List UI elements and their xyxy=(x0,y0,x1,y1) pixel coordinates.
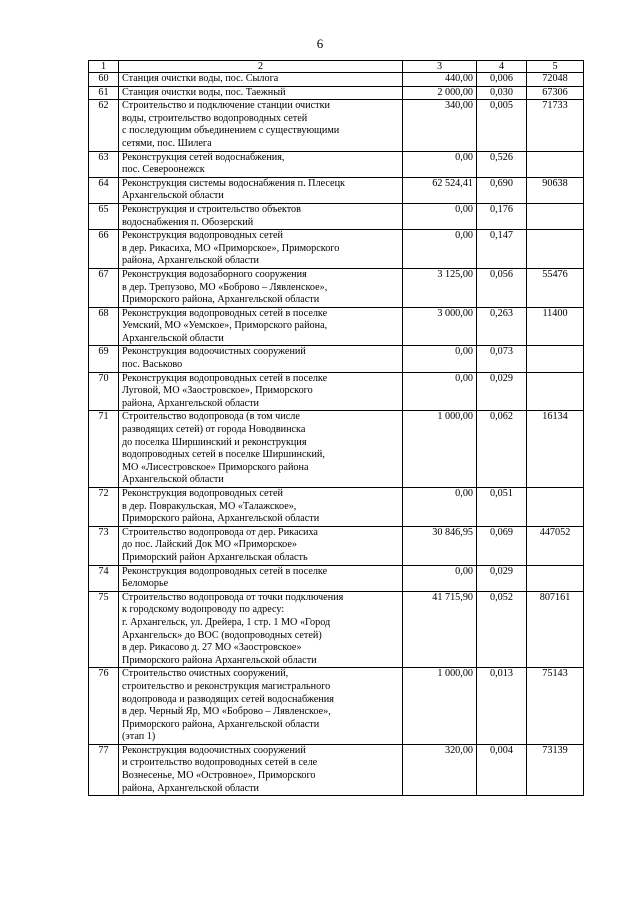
row-number: 77 xyxy=(89,744,119,795)
value-col-3: 41 715,90 xyxy=(403,591,477,668)
row-number: 62 xyxy=(89,100,119,151)
project-name xyxy=(119,668,403,745)
project-name-line: Строительство очистных сооружений, xyxy=(122,668,289,680)
value-col-4: 0,690 xyxy=(477,177,527,203)
value-col-5: 90638 xyxy=(527,177,584,203)
value-col-3: 3 000,00 xyxy=(403,307,477,346)
project-name xyxy=(119,565,403,591)
project-name-line: пос. Васьково xyxy=(122,359,183,371)
project-name-line: водоснабжения п. Обозерский xyxy=(122,216,254,228)
project-name xyxy=(119,372,403,411)
project-name-line: пос. Североонежск xyxy=(122,164,205,176)
project-name-line: разводящих сетей) от города Новодвинска xyxy=(122,424,306,436)
table-row xyxy=(89,668,584,745)
project-name-line: Реконструкция сетей водоснабжения, xyxy=(122,151,285,163)
project-name-line: в дер. Черный Яр, МО «Боброво – Лявленское», xyxy=(122,706,331,718)
project-name-line: Приморского района, Архангельской области xyxy=(122,513,320,525)
value-col-4: 0,030 xyxy=(477,86,527,100)
table-row xyxy=(89,744,584,795)
project-name-line: Станция очистки воды, пос. Сылога xyxy=(122,73,279,84)
project-name-line: в дер. Рикасово д. 27 МО «Заостровское» xyxy=(122,642,302,654)
table-header-row xyxy=(89,61,584,73)
value-col-5 xyxy=(527,488,584,527)
project-name xyxy=(119,591,403,668)
project-name-line: Реконструкция водопроводных сетей xyxy=(122,488,283,499)
project-name-line: Приморского района, Архангельской области xyxy=(122,718,320,730)
row-number: 69 xyxy=(89,346,119,372)
value-col-3: 30 846,95 xyxy=(403,526,477,565)
value-col-3: 0,00 xyxy=(403,346,477,372)
project-name-line: Луговой, МО «Заостровское», Приморского xyxy=(122,385,313,397)
table-body xyxy=(89,73,584,796)
value-col-4: 0,005 xyxy=(477,100,527,151)
project-name-line: Реконструкция водопроводных сетей в поселке xyxy=(122,372,328,384)
value-col-5: 75143 xyxy=(527,668,584,745)
project-name-line: Реконструкция системы водоснабжения п. Плесецк xyxy=(122,177,345,189)
value-col-3: 0,00 xyxy=(403,372,477,411)
value-col-4: 0,073 xyxy=(477,346,527,372)
project-name-line: Реконструкция водоочистных сооружений xyxy=(122,346,306,358)
value-col-5: 71733 xyxy=(527,100,584,151)
project-name-line: до поселка Ширшинский и реконструкция xyxy=(122,436,307,448)
project-name-line: Уемский, МО «Уемское», Приморского района, xyxy=(122,320,328,332)
table-row xyxy=(89,307,584,346)
table-row xyxy=(89,411,584,488)
value-col-4: 0,051 xyxy=(477,488,527,527)
table-row xyxy=(89,177,584,203)
project-name-line: Архангельской области xyxy=(122,474,224,486)
row-number: 72 xyxy=(89,488,119,527)
value-col-4: 0,029 xyxy=(477,565,527,591)
value-col-3: 0,00 xyxy=(403,151,477,177)
value-col-4: 0,029 xyxy=(477,372,527,411)
page-number: 6 xyxy=(316,36,324,51)
project-name-line: строительство и реконструкция магистрального xyxy=(122,680,331,692)
row-number: 63 xyxy=(89,151,119,177)
row-number: 65 xyxy=(89,203,119,229)
value-col-3: 0,00 xyxy=(403,488,477,527)
value-col-5 xyxy=(527,203,584,229)
row-number: 71 xyxy=(89,411,119,488)
project-name-line: сетями, пос. Шилега xyxy=(122,137,212,149)
value-col-4: 0,062 xyxy=(477,411,527,488)
project-name xyxy=(119,100,403,151)
project-name-line: Вознесенье, МО «Островное», Приморского xyxy=(122,770,316,782)
header-col-2: 2 xyxy=(119,61,403,73)
value-col-5: 73139 xyxy=(527,744,584,795)
project-name-line: Строительство водопровода от дер. Рикасиха xyxy=(122,526,318,538)
project-name xyxy=(119,744,403,795)
value-col-5: 807161 xyxy=(527,591,584,668)
header-col-1: 1 xyxy=(89,61,119,73)
row-number: 64 xyxy=(89,177,119,203)
project-name-line: района, Архангельской области xyxy=(122,397,260,409)
project-name-line: Приморского района Архангельской области xyxy=(122,654,317,666)
value-col-5 xyxy=(527,346,584,372)
project-name-line: Архангельской области xyxy=(122,190,224,202)
project-name-line: Строительство водопровода от точки подключения xyxy=(122,591,344,603)
project-name-line: с последующим объединением с существующими xyxy=(122,125,340,137)
value-col-4: 0,176 xyxy=(477,203,527,229)
value-col-4: 0,006 xyxy=(477,73,527,87)
project-name-line: воды, строительство водопроводных сетей xyxy=(122,112,308,124)
project-name-line: Реконструкция водопроводных сетей в поселке xyxy=(122,565,328,577)
value-col-4: 0,013 xyxy=(477,668,527,745)
project-name-line: в дер. Повракульская, МО «Талажское», xyxy=(122,500,297,512)
row-number: 66 xyxy=(89,230,119,269)
table-row xyxy=(89,526,584,565)
value-col-5 xyxy=(527,230,584,269)
value-col-3: 1 000,00 xyxy=(403,411,477,488)
value-col-5 xyxy=(527,565,584,591)
project-name xyxy=(119,488,403,527)
row-number: 61 xyxy=(89,86,119,100)
table-row xyxy=(89,346,584,372)
project-name-line: до пос. Лайский Док МО «Приморское» xyxy=(122,539,297,551)
row-number: 60 xyxy=(89,73,119,87)
project-name-line: г. Архангельск, ул. Дрейера, 1 стр. 1 МО «Город xyxy=(122,616,331,628)
value-col-5: 447052 xyxy=(527,526,584,565)
project-name-line: Архангельск» до ВОС (водопроводных сетей) xyxy=(122,629,322,641)
project-name-line: Реконструкция водопроводных сетей xyxy=(122,230,283,242)
header-col-4: 4 xyxy=(477,61,527,73)
value-col-5 xyxy=(527,151,584,177)
value-col-4: 0,069 xyxy=(477,526,527,565)
project-name xyxy=(119,73,403,87)
header-col-5: 5 xyxy=(527,61,584,73)
value-col-4: 0,004 xyxy=(477,744,527,795)
value-col-3: 440,00 xyxy=(403,73,477,87)
row-number: 75 xyxy=(89,591,119,668)
project-name-line: Строительство и подключение станции очистки xyxy=(122,100,330,112)
project-name-line: в дер. Трепузово, МО «Боброво – Лявленское», xyxy=(122,281,328,293)
project-name xyxy=(119,307,403,346)
value-col-5: 55476 xyxy=(527,268,584,307)
project-name-line: Строительство водопровода (в том числе xyxy=(122,411,300,423)
project-name-line: МО «Лисестровское» Приморского района xyxy=(122,461,309,473)
table-row xyxy=(89,372,584,411)
value-col-3: 0,00 xyxy=(403,230,477,269)
value-col-3: 62 524,41 xyxy=(403,177,477,203)
row-number: 68 xyxy=(89,307,119,346)
table-row xyxy=(89,488,584,527)
project-name-line: Приморский район Архангельская область xyxy=(122,551,308,563)
project-name xyxy=(119,268,403,307)
value-col-4: 0,052 xyxy=(477,591,527,668)
table-row xyxy=(89,73,584,87)
value-col-4: 0,263 xyxy=(477,307,527,346)
value-col-4: 0,147 xyxy=(477,230,527,269)
project-name-line: Беломорье xyxy=(122,578,169,590)
project-name xyxy=(119,526,403,565)
project-name xyxy=(119,230,403,269)
project-name-line: водопровода и разводящих сетей водоснабжения xyxy=(122,693,334,705)
project-name xyxy=(119,177,403,203)
value-col-3: 3 125,00 xyxy=(403,268,477,307)
project-name xyxy=(119,86,403,100)
project-name-line: Реконструкция водоочистных сооружений xyxy=(122,744,306,756)
project-name-line: района, Архангельской области xyxy=(122,782,260,794)
table-row xyxy=(89,151,584,177)
header-col-3: 3 xyxy=(403,61,477,73)
project-name-line: к городскому водопроводу по адресу: xyxy=(122,604,285,616)
value-col-4: 0,526 xyxy=(477,151,527,177)
value-col-5: 67306 xyxy=(527,86,584,100)
project-name-line: водопроводных сетей в поселке Ширшинский, xyxy=(122,449,325,461)
projects-table xyxy=(88,60,584,796)
project-name-line: и строительство водопроводных сетей в селе xyxy=(122,757,318,769)
value-col-3: 2 000,00 xyxy=(403,86,477,100)
project-name-line: Реконструкция и строительство объектов xyxy=(122,203,301,215)
value-col-5: 11400 xyxy=(527,307,584,346)
value-col-5: 16134 xyxy=(527,411,584,488)
project-name xyxy=(119,151,403,177)
value-col-3: 0,00 xyxy=(403,565,477,591)
table-row xyxy=(89,268,584,307)
project-name xyxy=(119,346,403,372)
project-name-line: Станция очистки воды, пос. Таежный xyxy=(122,86,286,98)
value-col-3: 320,00 xyxy=(403,744,477,795)
project-name xyxy=(119,203,403,229)
table-row xyxy=(89,230,584,269)
project-name-line: района, Архангельской области xyxy=(122,255,260,267)
value-col-3: 0,00 xyxy=(403,203,477,229)
table-row xyxy=(89,591,584,668)
project-name-line: в дер. Рикасиха, МО «Приморское», Приморского xyxy=(122,242,340,254)
table-row xyxy=(89,203,584,229)
project-name-line: Приморского района, Архангельской области xyxy=(122,294,320,306)
value-col-3: 340,00 xyxy=(403,100,477,151)
project-name-line: Реконструкция водозаборного сооружения xyxy=(122,268,307,280)
value-col-5: 72048 xyxy=(527,73,584,87)
table-row xyxy=(89,100,584,151)
project-name xyxy=(119,411,403,488)
table-row xyxy=(89,86,584,100)
row-number: 76 xyxy=(89,668,119,745)
project-name-line: Архангельской области xyxy=(122,332,224,344)
row-number: 67 xyxy=(89,268,119,307)
row-number: 74 xyxy=(89,565,119,591)
row-number: 73 xyxy=(89,526,119,565)
project-name-line: Реконструкция водопроводных сетей в поселке xyxy=(122,307,328,319)
value-col-3: 1 000,00 xyxy=(403,668,477,745)
table-row xyxy=(89,565,584,591)
value-col-4: 0,056 xyxy=(477,268,527,307)
row-number: 70 xyxy=(89,372,119,411)
value-col-5 xyxy=(527,372,584,411)
project-name-line: (этап 1) xyxy=(122,731,156,743)
